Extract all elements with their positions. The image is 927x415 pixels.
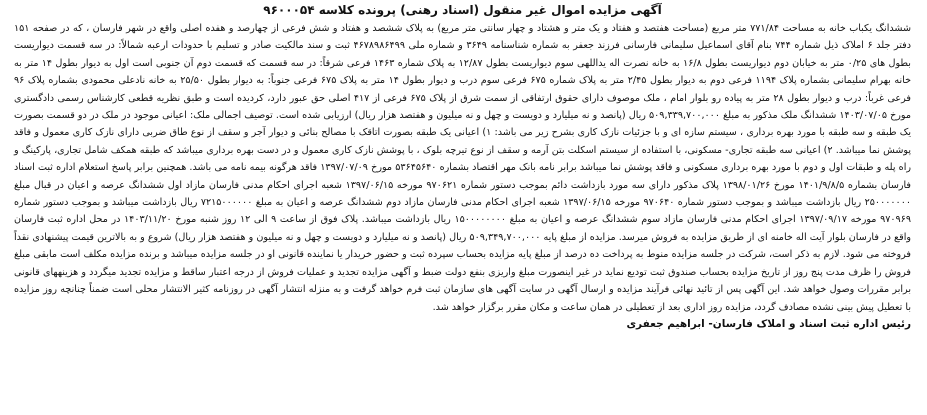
notice-signature: رئیس اداره ثبت اسناد و املاک فارسان- ابراهیم جعفری [626,317,911,330]
notice-body: ششدانگ یکباب خانه به مساحت ۷۷۱/۸۴ متر مربع (مساحت هفتصد و هفتاد و یک متر و هشتاد و چهار سانتی متر مربع) به پلاک ششصد و هفتاد و شش فرعی از چهارصد و هفده اصلی واقع در شهر فارسان ، که در صفحه ۱۵۱ دفتر جلد ۶ املاک ذیل شماره ۷۴۴ بنام آقای اسماعیل سلیمانی فارسانی فرزند جعفر به شماره شناسنامه ۳۶۴۹ و شماره ملی ۴۶۷۸۹۸۶۴۹۹ ثبت و سند مالکیت صادر و تسلیم با حدودات ارعبه شمالاً: در سه قسمت دیواریست بطول های ۰/۲۵ متر به خیابان دوم دیواریست بطول ۱۶/۸ به خانه نصرت اله یداللهی سوم دیواریست بطول ۱۲/۸۷ به پلاک شماره ۱۴۶۳ فرعی شرقاً: در سه قسمت که قسمت دوم آن جنوبی است اول به دیوار بطول ۱۴ متر به خانه بهرام سلیمانی بشماره پلاک ۱۱۹۴ فرعی دوم به دیوار بطول ۲/۴۵ متر به پلاک شماره ۶۷۵ فرعی سوم درب و دیوار بطول ۱۴ متر به پلاک ۶۷۵ فرعی جنوباً: به دیوار بطول ۲۵/۵۰ به خانه نادعلی محمودی بشماره پلاک ۹۶ فرعی غرباً: درب و دیوار بطول ۲۸ متر به پیاده رو بلوار امام ، ملک موصوف دارای حقوق ارتفاقی از سمت شرق از پلاک ۶۷۵ فرعی از ۴۱۷ اصلی حق عبور دارد، کردیده است و طبق نظریه قطعی کارشناس رسمی دادگستری مورخ ۱۴۰۳/۰۷/۰۵ ششدانگ ملک مذکور به مبلغ ۵۰۹,۳۳۹,۷۰۰,۰۰۰ ریال (پانصد و نه میلیارد و دویست و چهل و نه میلیون و هفتصد هزار ریال) ارزیابی شده است. توصیف اجمالی ملک: اعیانی موجود در ملک در دو قسمت بصورت یک طبقه و سه طبقه با مورد بهره برداری ، سیستم سازه ای و با جزئیات نازک کاری بشرح زیر می باشد: ۱) اعیانی یک طبقه بصورت اتاقک با مصالح بنائی و دیوار آجر و سقف از نوع طاق ضربی دارای نازک کاری معمول و فاقد پوشش نما میباشد. ۲) اعیانی سه طبقه تجاری- مسکونی، با استفاده از سیستم اسکلت بتن آرمه و سقف از نوع تیرچه بلوک ، با پوشش نازک کاری معمول و در دست بهره برداری میباشد که طبقه همکف شامل تجاری، پارکینگ و راه پله و طبقات اول و دوم با مورد بهره برداری مسکونی و فاقد پوشش نما میباشد برابر نامه بانک مهر اقتصاد بشماره ۵۳۶۴۵۶۴۰ مورخ ۱۳۹۷/۰۷/۰۹ فاقد هرگونه بیمه نامه می باشد. همچنین برابر پاسخ استعلام اداره ثبت اسناد فارسان بشماره ۱۴۰۱/۹/۸/۵ مورخ ۱۳۹۸/۰۱/۲۶ پلاک مذکور دارای سه مورد بازداشت دائم بموجب دستور شماره ۹۷۰۶۲۱ مورخه ۱۳۹۷/۰۶/۱۵ شعبه اجرای احکام مدنی فارسان مازاد اول ششدانگ عرصه و اعیان در قبال مبلغ ۲۵۰۰۰۰۰۰۰ ریال بازداشت میباشد و بموجب دستور شماره ۹۷۰۶۴۰ مورخه ۱۳۹۷/۰۶/۱۵ شعبه اجرای احکام مدنی فارسان مازاد دوم ششدانگ عرصه و اعیان به مبلغ ۷۲۱۵۰۰۰۰۰۰ ریال بازداشت میباشد و بموجب دستور شماره ۹۷۰۹۶۹ مورخه ۱۳۹۷/۰۹/۱۷ اجرای احکام مدنی فارسان مازاد سوم ششدانگ عرصه و اعیان به مبلغ ۱۵۰۰۰۰۰۰۰۰ ریال بازداشت میباشد. پلاک فوق از ساعت ۹ الی ۱۲ روز شنبه مورخ ۱۴۰۳/۱۱/۲۰ در محل اداره ثبت فارسان واقع در فارسان بلوار آیت اله خامنه ای از طریق مزایده به فروش میرسد. مزایده از مبلغ پایه ۵۰۹,۳۴۹,۷۰۰,۰۰۰ ریال (پانصد و نه میلیارد و دویست و چهل و نه میلیون و هفتصد هزار ریال) شروع و به بالاترین قیمت پیشنهادی نقداً فروخته می شود. لازم به ذکر است، شرکت در جلسه مزایده منوط به پرداخت ده درصد از مبلغ پایه مزایده بحساب سپرده ثبت و حضور خریدار یا نماینده قانونی او در جلسه مزایده میباشد و برنده مزایده مکلف است مابقی مبلغ فروش را ظرف مدت پنج روز از تاریخ مزایده بحساب صندوق ثبت تودیع نماید در غیر اینصورت مبلغ واریزی بنفع دولت ضبط و آگهی مزایده تجدید و عملیات فروش از درجه اعتبار ساقط و مزایده تجدید میگردد و هزینههای قانونی برابر مقررات وصول خواهد شد. این آگهی پس از تائید نهائی فرآیند مزایده و ارسال آگهی در سایت آگهی های سازمان ثبت فرم خواهد گرفت و به منزله انتشار آگهی در روزنامه کثیر الانتشار محلی است ضمناً چنانچه روز مزایده با تعطیل پیش بینی نشده مصادف گردد، مزایده روز اداری بعد از تعطیلی در همان ساعت و مکان مقرر برگزار خواهد شد. [14,23,912,313]
notice-title: آگهی مزایده اموال غیر منقول (اسناد رهنی) پرونده کلاسه ۹۶۰۰۰۵۴ [263,3,662,17]
